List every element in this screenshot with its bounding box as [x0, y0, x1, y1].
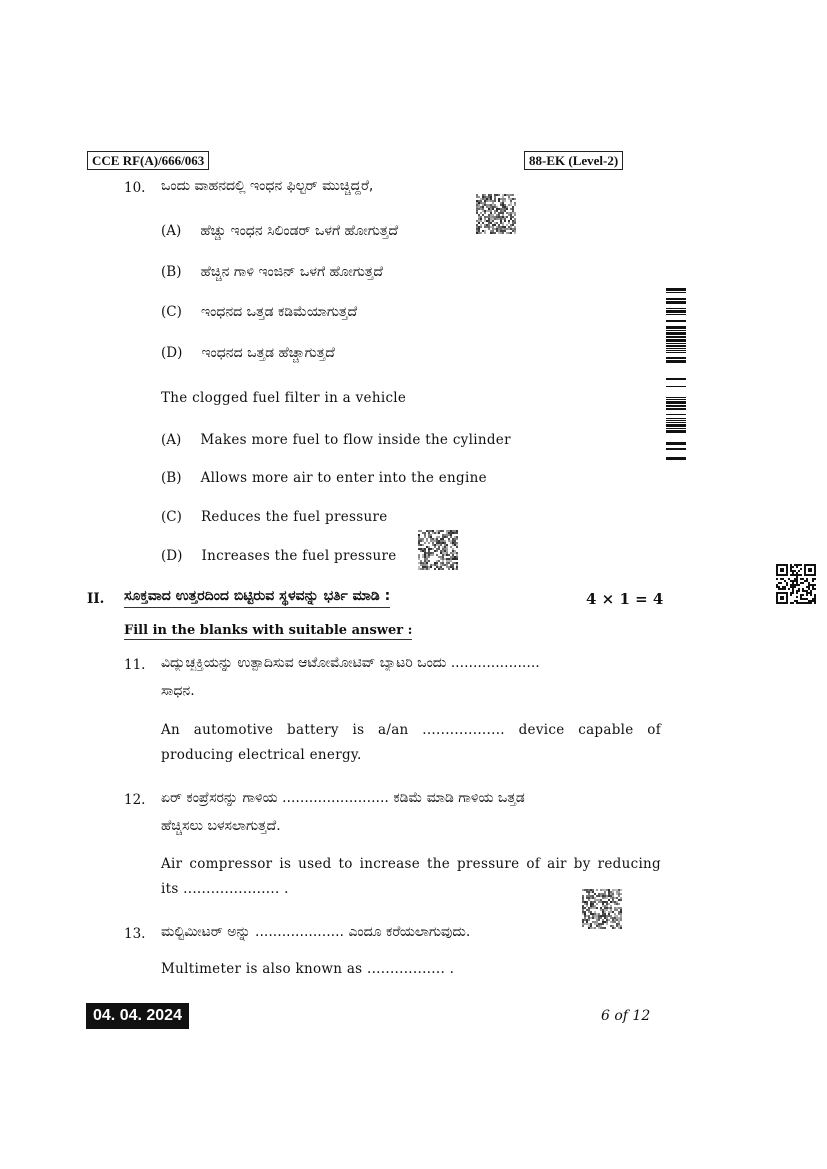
paper-code: CCE RF(A)/666/063 — [87, 151, 209, 170]
page-number: 6 of 12 — [601, 1008, 651, 1024]
question-text-kn: ಏರ್ ಕಂಪ್ರೆಸರನ್ನು ಗಾಳಿಯ ........................ ಕಡಿಮೆ ಮಾಡಿ ಗಾಳಿಯ ಒತ್ತಡ — [161, 790, 525, 806]
option-text: ಹೆಚ್ಚಿನ ಗಾಳಿ ಇಂಜಿನ್ ಒಳಗೆ ಹೋಗುತ್ತದೆ — [200, 264, 383, 280]
question-text-kn: ಸಾಧನ. — [161, 683, 195, 699]
option-text: Increases the fuel pressure — [201, 548, 397, 564]
watermark-noise-icon — [418, 530, 458, 570]
question-text-en: Multimeter is also known as ................. . — [161, 961, 455, 977]
option-label: (B) — [161, 264, 182, 280]
question-text-en: producing electrical energy. — [161, 747, 362, 763]
option-row — [161, 220, 398, 239]
option-row — [161, 342, 335, 361]
subject-code: 88-EK (Level-2) — [524, 151, 623, 170]
question-text-kn: ಮಲ್ಟಿಮೀಟರ್ ಅನ್ನು .................... ಎಂದೂ ಕರೆಯಲಾಗುವುದು. — [161, 924, 471, 940]
question-text-kn: ಹೆಚ್ಚಿಸಲು ಬಳಸಲಾಗುತ್ತದೆ. — [161, 818, 281, 834]
option-text: Allows more air to enter into the engine — [200, 470, 487, 486]
question-text-en: Air compressor is used to increase the pressure of air by reducing — [161, 856, 661, 872]
option-text: ಇಂಧನದ ಒತ್ತಡ ಕಡಿಮೆಯಾಗುತ್ತದೆ — [200, 304, 358, 320]
option-label: (D) — [161, 548, 183, 564]
watermark-noise-icon — [476, 194, 516, 234]
question-text-en: An automotive battery is a/an .................. device capable of — [161, 722, 661, 738]
option-label: (B) — [161, 470, 182, 486]
option-text: Reduces the fuel pressure — [200, 509, 388, 525]
question-number: 13. — [124, 926, 146, 942]
question-number: 10. — [124, 180, 146, 196]
section-number: II. — [87, 591, 105, 607]
question-stem-kn: ಒಂದು ವಾಹನದಲ್ಲಿ ಇಂಧನ ಫಿಲ್ಟರ್ ಮುಚ್ಚಿದ್ದರೆ, — [161, 178, 374, 194]
question-text-kn: ವಿದ್ಯುಚ್ಛಕ್ತಿಯನ್ನು ಉತ್ಪಾದಿಸುವ ಆಟೋಮೋಟಿವ್ ಬ್ಯಾಟರಿ ಒಂದು .................... — [161, 655, 540, 671]
option-text: Makes more fuel to flow inside the cylinder — [200, 432, 511, 448]
option-row — [161, 467, 487, 486]
option-label: (C) — [161, 304, 182, 320]
barcode-icon — [666, 280, 686, 460]
question-text-en: its ..................... . — [161, 881, 289, 897]
option-row — [161, 261, 383, 280]
question-number: 12. — [124, 792, 146, 808]
section-heading-en: Fill in the blanks with suitable answer : — [124, 623, 413, 638]
option-label: (A) — [161, 432, 182, 448]
option-text: ಹೆಚ್ಚು ಇಂಧನ ಸಿಲಿಂಡರ್ ಒಳಗೆ ಹೋಗುತ್ತದೆ — [200, 223, 399, 239]
option-row — [161, 506, 388, 525]
exam-date: 04. 04. 2024 — [86, 1003, 189, 1029]
question-number: 11. — [124, 657, 146, 673]
option-row — [161, 429, 511, 448]
qr-code-icon — [776, 564, 816, 604]
option-label: (C) — [161, 509, 182, 525]
option-row — [161, 301, 357, 320]
section-heading-kn: ಸೂಕ್ತವಾದ ಉತ್ತರದಿಂದ ಬಿಟ್ಟಿರುವ ಸ್ಥಳವನ್ನು ಭರ್ತಿ ಮಾಡಿ : — [124, 588, 390, 608]
section-marks: 4 × 1 = 4 — [586, 590, 664, 608]
option-label: (D) — [161, 345, 183, 361]
option-row — [161, 545, 397, 564]
option-text: ಇಂಧನದ ಒತ್ತಡ ಹೆಚ್ಚಾಗುತ್ತದೆ — [201, 345, 335, 361]
question-stem-en: The clogged fuel filter in a vehicle — [161, 390, 407, 406]
watermark-noise-icon — [582, 889, 622, 929]
option-label: (A) — [161, 223, 182, 239]
